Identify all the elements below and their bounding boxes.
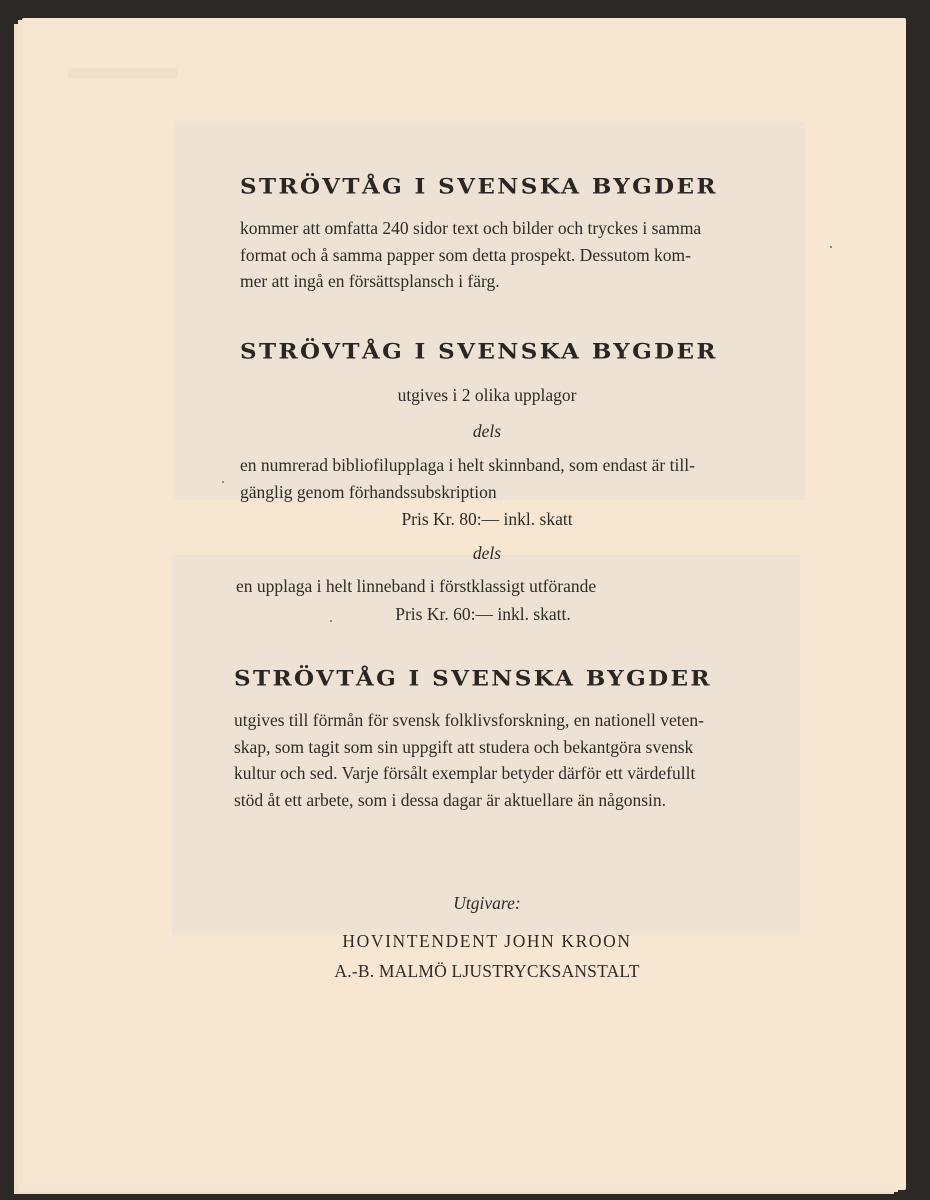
paper-speck [330, 620, 332, 622]
page-content [22, 18, 906, 1190]
text-line: mer att ingå en försättsplansch i färg. [240, 271, 500, 291]
edition-description [240, 452, 760, 505]
section-heading: STRÖVTÅG I SVENSKA BYGDER [234, 666, 712, 691]
editions-intro: utgives i 2 olika upplagor [397, 385, 577, 405]
edition-description [236, 573, 766, 600]
section-paragraph [234, 707, 756, 813]
edition-price: Pris Kr. 80:— inkl. skatt [401, 509, 573, 529]
text-line: utgives till förmån för svensk folklivsforskning, en nationell veten- [234, 710, 704, 730]
publisher-name: A.-B. MALMÖ LJUSTRYCKSANSTALT [334, 961, 640, 981]
text-line: skap, som tagit som sin uppgift att studera och bekantgöra svensk [234, 736, 694, 757]
text-line: gänglig genom förhandssubskription [240, 481, 497, 502]
section-heading: STRÖVTÅG I SVENSKA BYGDER [240, 174, 718, 199]
paper-speck [830, 246, 832, 248]
text-line: kultur och sed. Varje försålt exemplar betyder därför ett värdefullt [234, 763, 696, 783]
document-page [22, 18, 906, 1190]
edition-connector: dels [472, 543, 502, 563]
section-paragraph [240, 215, 760, 295]
text-line: en numrerad bibliofilupplaga i helt skinnband, som endast är till- [240, 455, 695, 475]
text-line: kommer att omfatta 240 sidor text och bilder och tryckes i samma [240, 218, 702, 238]
edition-connector: dels [472, 421, 502, 441]
paper-speck [222, 481, 224, 483]
edition-price: Pris Kr. 60:— inkl. skatt. [395, 604, 571, 624]
publisher-label: Utgivare: [453, 893, 521, 913]
publisher-name: HOVINTENDENT JOHN KROON [342, 931, 632, 951]
section-heading: STRÖVTÅG I SVENSKA BYGDER [240, 339, 718, 364]
text-line: stöd åt ett arbete, som i dessa dagar är aktuellare än någonsin. [234, 789, 666, 810]
text-line: en upplaga i helt linneband i förstklassigt utförande [236, 576, 597, 596]
text-line: format och å samma papper som detta prospekt. Dessutom kom- [240, 244, 692, 265]
